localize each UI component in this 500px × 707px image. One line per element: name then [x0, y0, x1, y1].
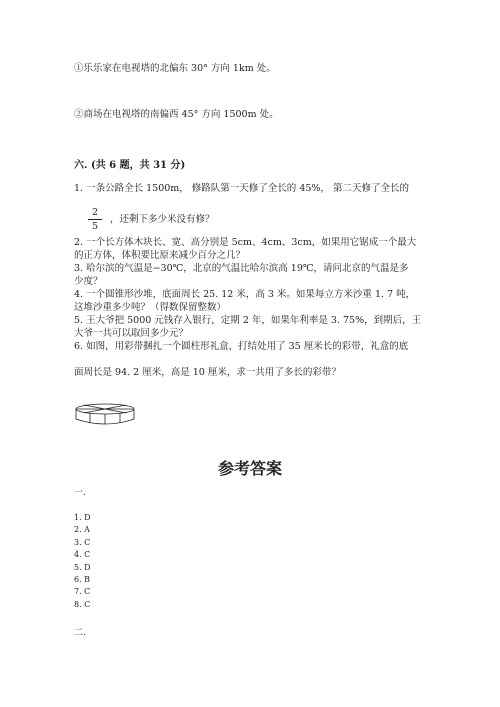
- q5-line-1: 5. 王大爷把 5000 元钱存入银行，定期 2 年，如果年利率是 3. 75%，到期后，王: [74, 315, 422, 326]
- q3-line-2: 少度？: [74, 276, 103, 287]
- q2-line-2: 的正方体，体积要比原来减少百分之几？: [74, 250, 246, 261]
- q1-fraction: [88, 207, 102, 232]
- question-prev-item-2: ②商场在电视塔的南偏西 45° 方向 1500m 处。: [74, 109, 279, 120]
- answers-title: 参考答案: [217, 459, 282, 478]
- answer-item: 2. A: [74, 525, 90, 535]
- answers-part-1-heading: 一.: [74, 488, 86, 498]
- section-6-heading: 六. (共 6 题，共 31 分): [74, 160, 186, 171]
- question-prev-item-1: ①乐乐家在电视塔的北偏东 30° 方向 1km 处。: [74, 63, 276, 74]
- answers-list: [74, 512, 91, 611]
- answer-item: 7. C: [74, 587, 91, 597]
- q5-line-2: 大爷一共可以取回多少元？: [74, 328, 189, 339]
- q2-line-1: 2. 一个长方体木块长、宽、高分别是 5cm、4cm、3cm，如果用它锯成一个最大: [74, 237, 417, 248]
- answer-item: 1. D: [74, 513, 91, 522]
- answer-item: 5. D: [74, 562, 91, 572]
- q1-line-2: ，还剩下多少米没有修？: [110, 214, 215, 225]
- answer-item: 3. C: [74, 537, 91, 547]
- q1-line-1: 1. 一条公路全长 1500m， 修路队第一天修了全长的 45%， 第二天修了全长的: [74, 183, 409, 194]
- q4-line-1: 4. 一个圆锥形沙堆，底面周长 25. 12 米，高 3 米。如果每立方米沙重 1. 7 吨，: [74, 289, 416, 300]
- q1-fraction-denominator: 5: [91, 221, 99, 232]
- fraction-bar: [88, 219, 102, 220]
- q6-line-1: 6. 如图，用彩带捆扎一个圆柱形礼盒，打结处用了 35 厘米长的彩带，礼盒的底: [74, 341, 409, 352]
- q1-fraction-numerator: 2: [91, 207, 99, 218]
- answers-part-2-heading: 二.: [74, 628, 86, 638]
- q6-line-2: 面周长是 94. 2 厘米，高是 10 厘米，求一共用了多长的彩带？: [74, 367, 341, 378]
- answer-item: 8. C: [74, 599, 91, 609]
- gift-box-illustration: [74, 400, 136, 428]
- q3-line-1: 3. 哈尔滨的气温是−30℃，北京的气温比哈尔滨高 19℃，请问北京的气温是多: [74, 263, 409, 274]
- answer-item: 4. C: [74, 550, 91, 560]
- answer-item: 6. B: [74, 575, 91, 585]
- q4-line-2: 这堆沙重多少吨？（得数保留整数）: [74, 302, 227, 313]
